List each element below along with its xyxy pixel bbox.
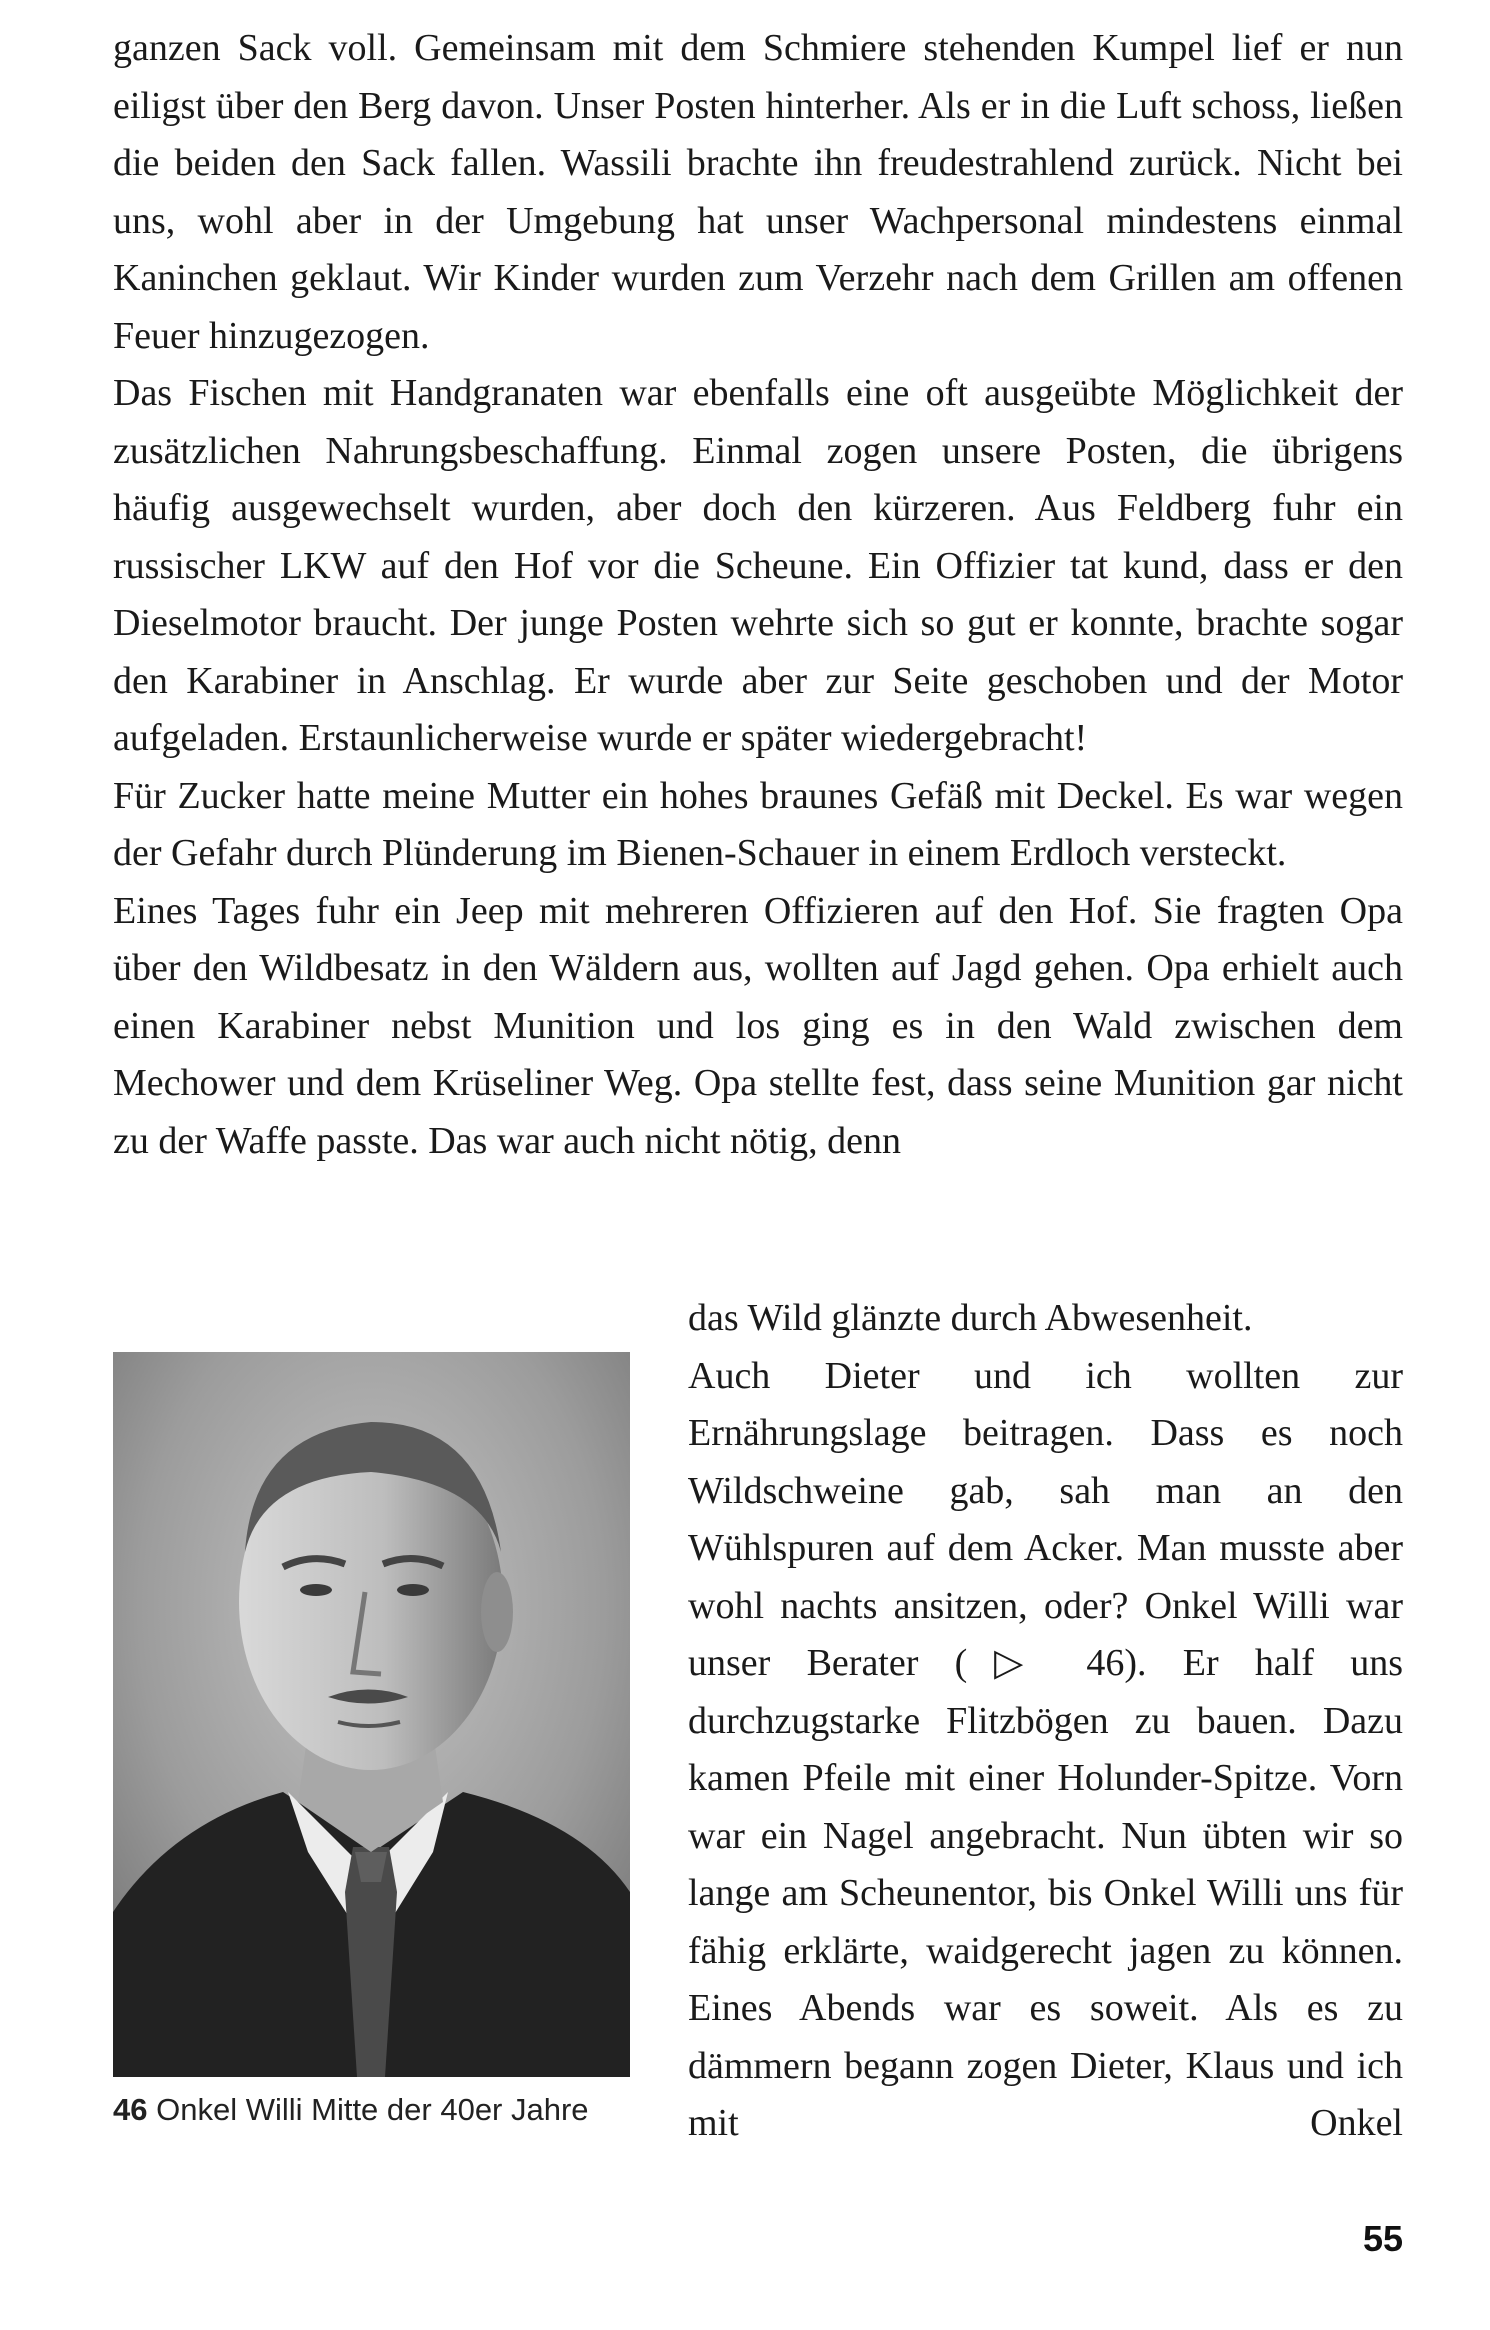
portrait-illustration <box>113 1352 630 2077</box>
paragraph-3: Für Zucker hatte meine Mutter ein hohes braunes Gefäß mit Deckel. Es war wegen der Gefahr durch Plünderung im Bienen-Schauer in einem Erdloch versteckt. <box>113 774 1403 874</box>
photo-caption <box>113 2092 673 2128</box>
main-text-column <box>113 20 1403 1170</box>
portrait-photo <box>113 1352 630 2077</box>
wrap-paragraph-1: das Wild glänzte durch Abwesenheit. <box>688 1297 1253 1339</box>
page-number: 55 <box>1362 2218 1403 2259</box>
paragraph-2: Das Fischen mit Handgranaten war ebenfalls eine oft ausgeübte Möglichkeit der zusätzlichen Nahrungsbeschaffung. Einmal zogen unsere Posten, die übrigens häufig ausgewechselt wurden, aber doch den kürzeren. Aus Feldberg fuhr ein russischer LKW auf den Hof vor die Scheune. Ein Offizier tat kund, dass er den Dieselmotor braucht. Der junge Posten wehrte sich so gut er konnte, brachte sogar den Karabiner in Anschlag. Er wurde aber zur Seite geschoben und der Motor aufgeladen. Erstaunlicherweise wurde er später wiedergebracht! <box>113 372 1403 759</box>
caption-text: Onkel Willi Mitte der 40er Jahre <box>156 2092 589 2127</box>
paragraph-4: Eines Tages fuhr ein Jeep mit mehreren Offizieren auf den Hof. Sie fragten Opa über den Wildbesatz in den Wäldern aus, wollten auf Jagd gehen. Opa erhielt auch einen Karabiner nebst Munition und los ging es in den Wald zwischen dem Mechower und dem Krüseliner Weg. Opa stellte fest, dass seine Munition gar nicht zu der Waffe passte. Das war auch nicht nötig, denn <box>113 889 1403 1162</box>
wrapped-text-column <box>688 1290 1403 2153</box>
paragraph-1: ganzen Sack voll. Gemeinsam mit dem Schmiere stehenden Kumpel lief er nun eiligst über den Berg davon. Unser Posten hinterher. Als er in die Luft schoss, ließen die beiden den Sack fallen. Wassili brachte ihn freudestrahlend zurück. Nicht bei uns, wohl aber in der Umgebung hat unser Wachpersonal mindestens einmal Kaninchen geklaut. Wir Kinder wurden zum Verzehr nach dem Grillen am offenen Feuer hinzugezogen. <box>113 27 1403 357</box>
caption-number: 46 <box>113 2092 148 2127</box>
wrap-paragraph-2: Auch Dieter und ich wollten zur Ernährungslage beitragen. Dass es noch Wildschweine gab, sah man an den Wühlspuren auf dem Acker. Man musste aber wohl nachts ansitzen, oder? Onkel Willi war unser Berater (▷ 46). Er half uns durchzugstarke Flitzbögen zu bauen. Dazu kamen Pfeile mit einer Holunder-Spitze. Vorn war ein Nagel angebracht. Nun übten wir so lange am Scheunentor, bis Onkel Willi uns für fähig erklärte, waidgerecht jagen zu können. Eines Abends war es soweit. Als es zu dämmern begann zogen Dieter, Klaus und ich mit Onkel <box>688 1354 1403 2144</box>
